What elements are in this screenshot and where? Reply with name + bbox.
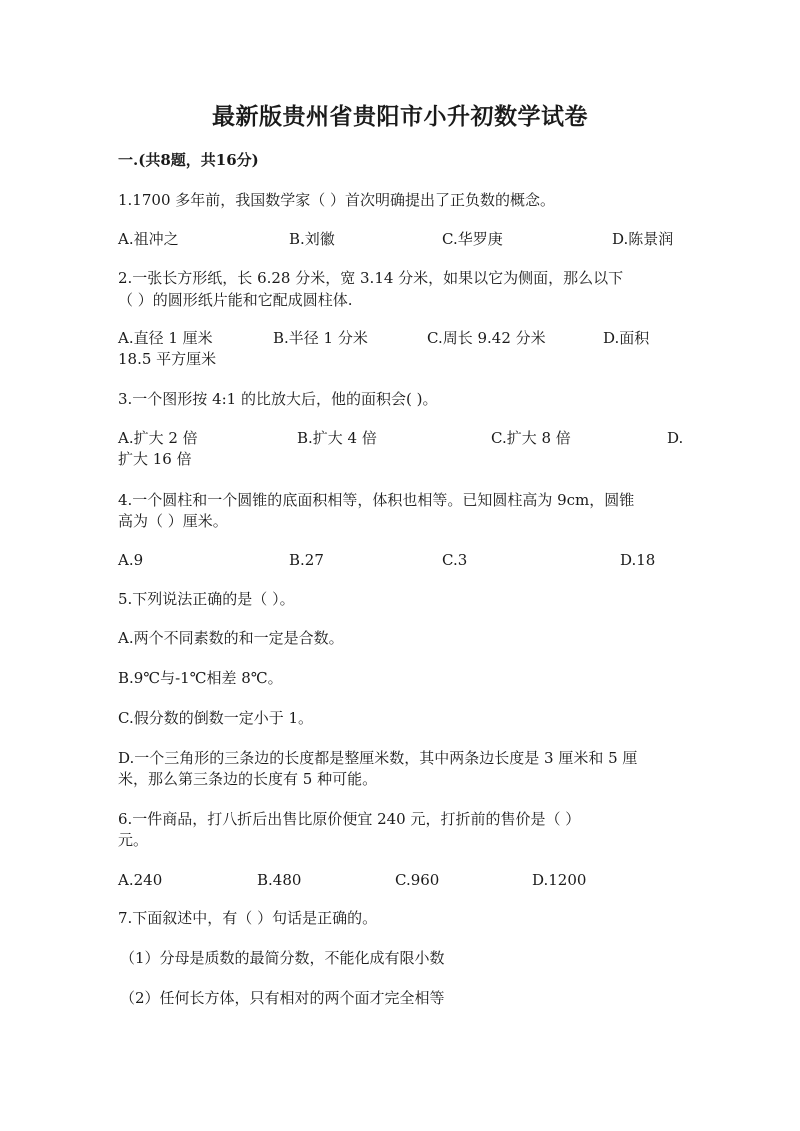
question-6-stem-line1: 6.一件商品，打八折后出售比原价便宜 240 元，打折前的售价是（ ） bbox=[118, 810, 581, 828]
question-2-option-b: B.半径 1 分米 bbox=[273, 329, 368, 347]
question-6-option-a: A.240 bbox=[118, 871, 163, 889]
question-4-stem-line1: 4.一个圆柱和一个圆锥的底面积相等，体积也相等。已知圆柱高为 9cm，圆锥 bbox=[118, 491, 635, 509]
question-5-option-b: B.9℃与-1℃相差 8℃。 bbox=[118, 669, 283, 687]
section-heading: 一.(共8题，共16分) bbox=[118, 151, 259, 169]
question-2-option-d: D.面积 bbox=[603, 329, 650, 347]
page-title: 最新版贵州省贵阳市小升初数学试卷 bbox=[212, 103, 588, 130]
question-5-option-c: C.假分数的倒数一定小于 1。 bbox=[118, 709, 314, 727]
question-1-stem: 1.1700 多年前，我国数学家（ ）首次明确提出了正负数的概念。 bbox=[118, 191, 556, 209]
question-7-stem: 7.下面叙述中，有（ ）句话是正确的。 bbox=[118, 909, 378, 927]
question-2-option-a: A.直径 1 厘米 bbox=[118, 329, 213, 347]
question-5-option-d-line2: 米，那么第三条边的长度有 5 种可能。 bbox=[118, 770, 378, 788]
question-3-option-a: A.扩大 2 倍 bbox=[118, 429, 198, 447]
question-3-option-d: D. bbox=[667, 429, 684, 447]
question-6-option-c: C.960 bbox=[395, 871, 440, 889]
question-7-item-2: （2）任何长方体，只有相对的两个面才完全相等 bbox=[120, 989, 445, 1007]
question-7-item-1: （1）分母是质数的最简分数，不能化成有限小数 bbox=[120, 949, 445, 967]
question-3-stem: 3.一个图形按 4:1 的比放大后，他的面积会( )。 bbox=[118, 390, 438, 408]
question-4-option-a: A.9 bbox=[118, 551, 144, 569]
question-5-option-d-line1: D.一个三角形的三条边的长度都是整厘米数，其中两条边长度是 3 厘米和 5 厘 bbox=[118, 749, 638, 767]
question-6-option-b: B.480 bbox=[257, 871, 302, 889]
question-3-option-c: C.扩大 8 倍 bbox=[491, 429, 571, 447]
question-1-option-b: B.刘徽 bbox=[289, 230, 335, 248]
question-3-option-b: B.扩大 4 倍 bbox=[297, 429, 377, 447]
question-2-stem-line2: （ ）的圆形纸片能和它配成圆柱体. bbox=[118, 291, 353, 309]
question-4-option-c: C.3 bbox=[442, 551, 468, 569]
question-6-option-d: D.1200 bbox=[532, 871, 587, 889]
question-2-stem-line1: 2.一张长方形纸，长 6.28 分米，宽 3.14 分米，如果以它为侧面，那么以下 bbox=[118, 269, 624, 287]
question-4-stem-line2: 高为（ ）厘米。 bbox=[118, 512, 228, 530]
question-1-option-a: A.祖冲之 bbox=[118, 230, 179, 248]
question-5-stem: 5.下列说法正确的是（ ）。 bbox=[118, 590, 295, 608]
question-2-option-c: C.周长 9.42 分米 bbox=[427, 329, 546, 347]
question-2-option-d-cont: 18.5 平方厘米 bbox=[118, 350, 217, 368]
question-4-option-b: B.27 bbox=[289, 551, 324, 569]
question-1-option-d: D.陈景润 bbox=[612, 230, 674, 248]
question-5-option-a: A.两个不同素数的和一定是合数。 bbox=[118, 629, 344, 647]
question-1-option-c: C.华罗庚 bbox=[442, 230, 503, 248]
question-6-stem-line2: 元。 bbox=[118, 831, 149, 849]
question-4-option-d: D.18 bbox=[620, 551, 656, 569]
question-3-option-d-cont: 扩大 16 倍 bbox=[118, 450, 192, 468]
